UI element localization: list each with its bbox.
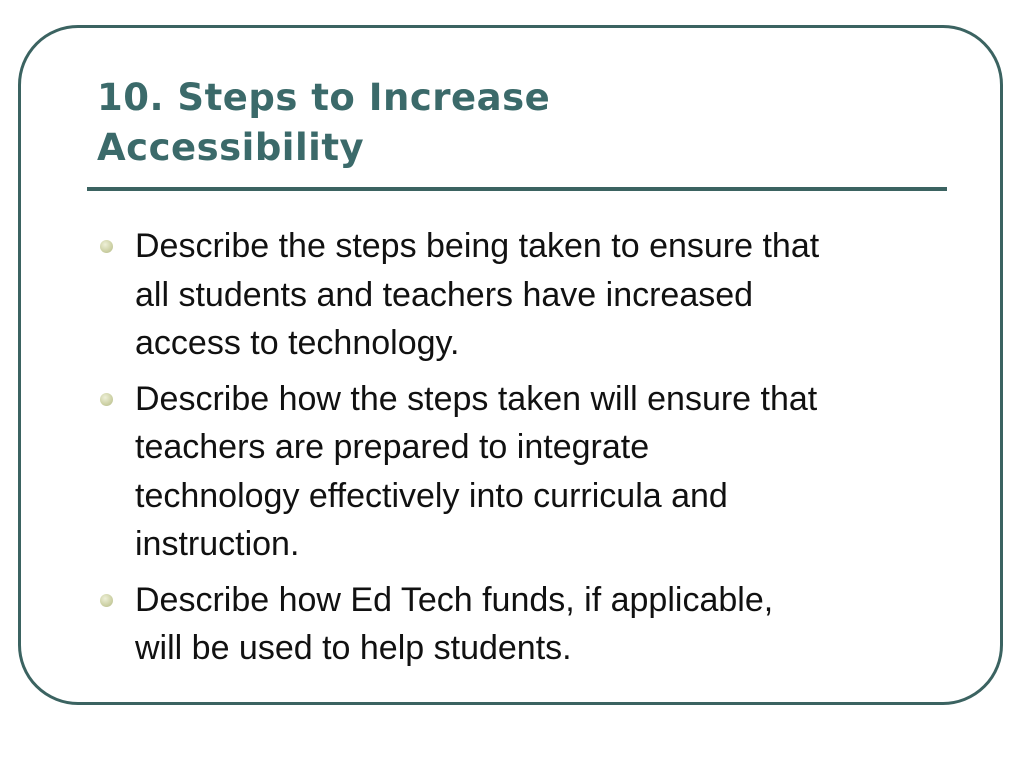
- bullet-text-line: all students and teachers have increased: [135, 275, 754, 314]
- bullet-dot-icon: [100, 240, 113, 253]
- bullet-text-line: technology effectively into curricula and: [135, 476, 728, 515]
- bullet-item: [0, 576, 1024, 673]
- bullet-item: [0, 375, 1024, 569]
- bullet-text-line: will be used to help students.: [135, 629, 572, 667]
- bullet-item: [0, 222, 1024, 368]
- slide-title: [97, 73, 897, 173]
- bullet-text-line: Describe how the steps taken will ensure that: [135, 379, 818, 418]
- bullet-text-line: access to technology.: [135, 324, 460, 362]
- bullet-text-line: Describe the steps being taken to ensure that: [135, 227, 820, 265]
- bullet-text-line: instruction.: [135, 525, 300, 563]
- title-line: 10. Steps to Increase: [97, 76, 551, 119]
- bullet-text-line: teachers are prepared to integrate: [135, 428, 650, 466]
- title-line: Accessibility: [97, 126, 365, 169]
- title-underline: [87, 187, 947, 191]
- bullet-text-line: Describe how Ed Tech funds, if applicable,: [135, 580, 774, 619]
- bullet-list: [0, 222, 1024, 680]
- bullet-dot-icon: [100, 393, 113, 406]
- bullet-dot-icon: [100, 594, 113, 607]
